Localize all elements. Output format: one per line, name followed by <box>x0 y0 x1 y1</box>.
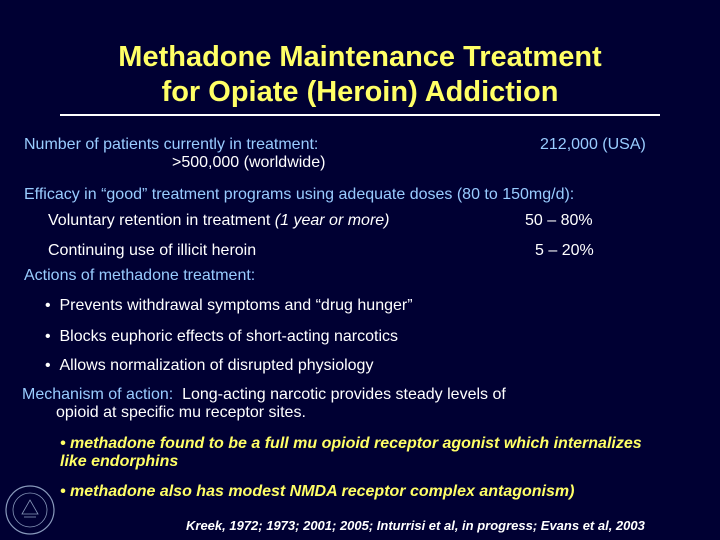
bullet-icon: • <box>45 357 60 374</box>
slide-title <box>0 40 720 110</box>
efficacy-row-label-italic: (1 year or more) <box>274 212 390 229</box>
actions-bullet-item <box>45 327 398 346</box>
title-underline <box>60 114 660 116</box>
patients-label: Number of patients currently in treatment: <box>24 136 319 153</box>
actions-bullet-item <box>45 296 413 315</box>
title-line-2: for Opiate (Heroin) Addiction <box>161 76 559 108</box>
efficacy-row-retention <box>48 211 390 230</box>
bullet-text: Blocks euphoric effects of short-acting narcotics <box>59 328 399 345</box>
actions-heading: Actions of methadone treatment: <box>24 267 256 284</box>
mechanism-note-1-line-2: like endorphins <box>60 453 179 470</box>
bullet-text: Allows normalization of disrupted physiology <box>59 357 374 374</box>
bullet-text: Prevents withdrawal symptoms and “drug hunger” <box>59 297 413 314</box>
bullet-icon: • <box>45 328 60 345</box>
mechanism-line-1 <box>22 385 506 404</box>
mechanism-note-1-line-1: • methadone found to be a full mu opioid receptor agonist which internalizes <box>60 435 642 452</box>
patients-usa: 212,000 (USA) <box>540 136 646 153</box>
bullet-icon: • <box>45 297 60 314</box>
mechanism-text-1: Long-acting narcotic provides steady levels of <box>182 386 506 403</box>
efficacy-row-heroin <box>48 241 256 260</box>
citation: Kreek, 1972; 1973; 2001; 2005; Inturrisi et al, in progress; Evans et al, 2003 <box>186 518 645 533</box>
efficacy-heading: Efficacy in “good” treatment programs using adequate doses (80 to 150mg/d): <box>24 186 575 203</box>
efficacy-row-label: Continuing use of illicit heroin <box>48 242 257 259</box>
university-seal-icon <box>4 484 56 536</box>
patients-worldwide: >500,000 (worldwide) <box>172 154 326 171</box>
efficacy-row-value: 50 – 80% <box>525 212 593 229</box>
title-line-1: Methadone Maintenance Treatment <box>118 41 602 73</box>
mechanism-text-2: opioid at specific mu receptor sites. <box>56 404 306 421</box>
efficacy-row-value: 5 – 20% <box>535 242 594 259</box>
actions-bullet-item <box>45 356 373 375</box>
mechanism-note-2: • methadone also has modest NMDA receptor complex antagonism) <box>60 483 575 500</box>
mechanism-heading: Mechanism of action: <box>22 386 174 403</box>
efficacy-row-label: Voluntary retention in treatment <box>48 212 275 229</box>
